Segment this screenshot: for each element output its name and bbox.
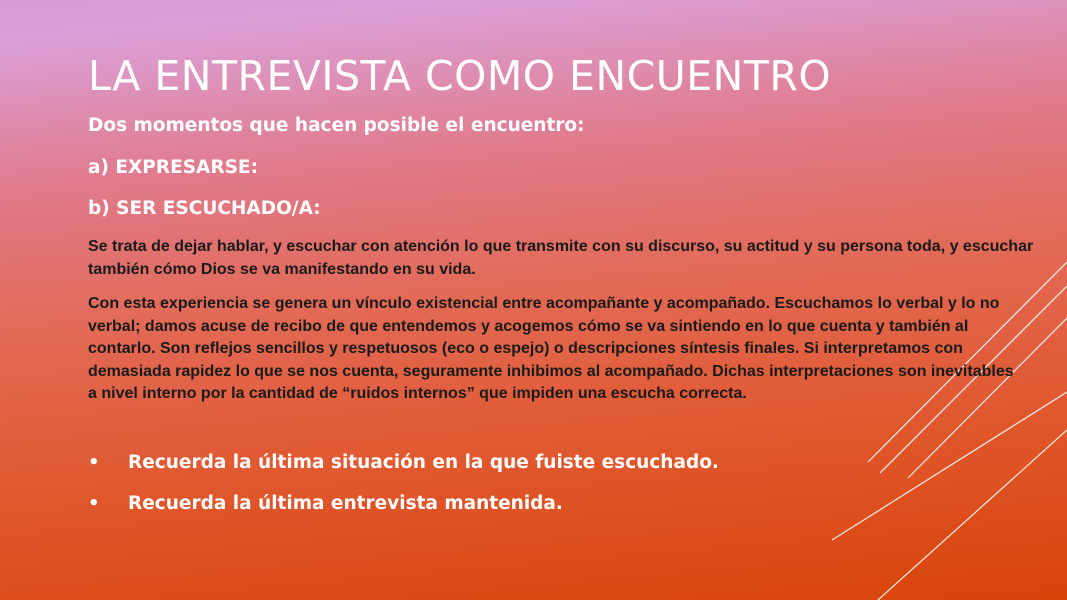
subtitle-ser-escuchado: b) SER ESCUCHADO/A: — [88, 198, 321, 219]
subtitle-expresarse: a) EXPRESARSE: — [88, 157, 258, 178]
paragraph-escuchar: Se trata de dejar hablar, y escuchar con atención lo que transmite con su discurso, su actitud y su persona toda, y escuchar también cómo Dios se va manifestando en su vida. — [88, 238, 1034, 278]
bullet-item — [88, 452, 719, 493]
slide-title: LA ENTREVISTA COMO ENCUENTRO — [88, 52, 832, 100]
bullet-text: Recuerda la última situación en la que fuiste escuchado. — [128, 452, 719, 473]
decor-line — [878, 430, 1067, 600]
bullet-dot: • — [88, 493, 100, 514]
bullet-list — [88, 452, 719, 534]
paragraph-vinculo: Con esta experiencia se genera un vínculo existencial entre acompañante y acompañado. Escuchamos lo verbal y lo no verbal; damos acuse de recibo de que entendemos y acogemos cómo se va sintiendo en lo que cuenta y también al contarlo. Son reflejos sencillos y respetuosos (eco o espejo) o descripciones síntesis finales. Si interpretamos con demasiada rapidez lo que se nos cuenta, seguramente inhibimos al acompañado. Dichas interpretaciones son inevitables a nivel interno por la cantidad de “ruidos internos” que impiden una escucha correcta. — [88, 295, 1014, 402]
decor-line — [832, 392, 1067, 540]
bullet-dot: • — [88, 452, 100, 473]
bullet-text: Recuerda la última entrevista mantenida. — [128, 493, 563, 514]
bullet-item — [88, 493, 719, 534]
subtitle-intro: Dos momentos que hacen posible el encuentro: — [88, 115, 585, 136]
